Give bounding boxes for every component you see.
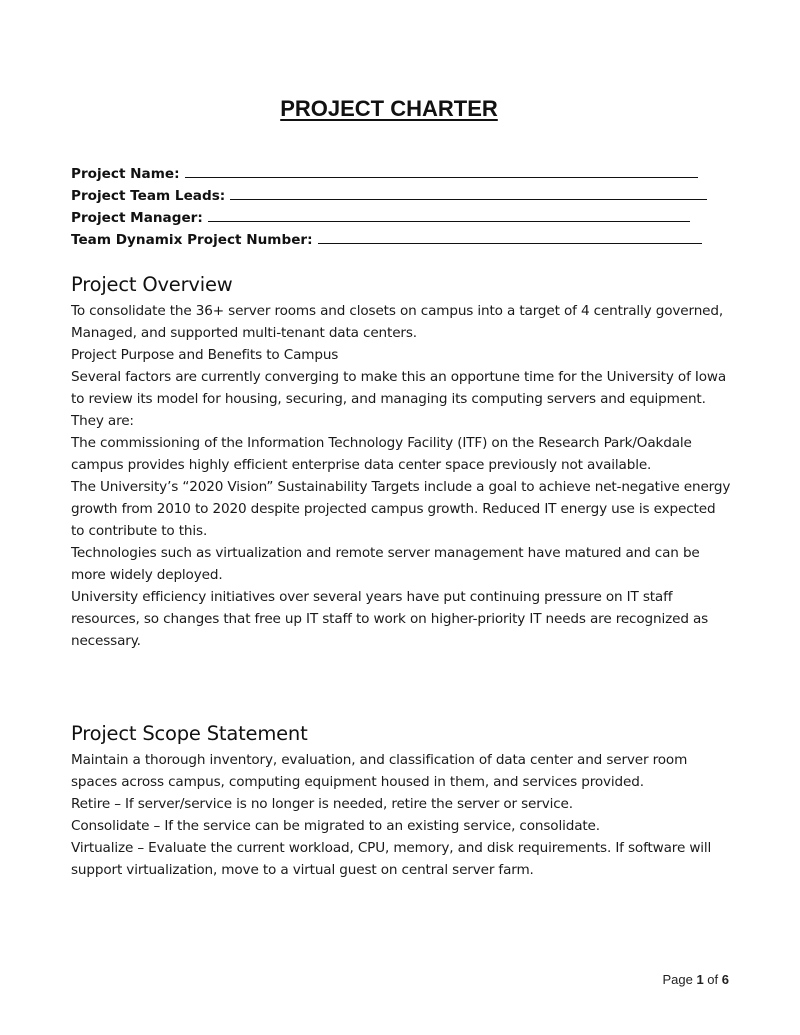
page-word: Page xyxy=(662,972,693,987)
scope-paragraph: Virtualize – Evaluate the current workload, CPU, memory, and disk requirements. If software will support virtualization, move to a virtual guest on central server farm. xyxy=(71,840,712,878)
project-fields xyxy=(71,160,711,248)
project-manager-field xyxy=(71,204,711,226)
total-page-number: 6 xyxy=(721,972,729,987)
project-number-label: Team Dynamix Project Number: xyxy=(71,232,313,248)
project-team-leads-blank-line xyxy=(230,199,707,200)
current-page-number: 1 xyxy=(696,972,704,987)
project-name-label: Project Name: xyxy=(71,166,180,182)
overview-paragraph: Managed, and supported multi-tenant data centers. xyxy=(71,325,417,341)
document-title: PROJECT CHARTER xyxy=(280,96,498,121)
overview-paragraph: To consolidate the 36+ server rooms and closets on campus into a target of 4 centrally governed, xyxy=(71,303,724,319)
project-number-blank-line xyxy=(318,243,702,244)
overview-paragraph: The commissioning of the Information Technology Facility (ITF) on the Research Park/Oakdale campus provides highly efficient enterprise data center space previously not available. xyxy=(71,435,692,473)
project-manager-label: Project Manager: xyxy=(71,210,203,226)
page-number-footer xyxy=(662,972,729,987)
project-scope-section xyxy=(71,719,731,881)
overview-paragraph: Several factors are currently converging to make this an opportune time for the University of Iowa to review its model for housing, securing, and managing its computing servers and equipment. They are: xyxy=(71,369,727,429)
overview-paragraph: Technologies such as virtualization and remote server management have matured and can be more widely deployed. xyxy=(71,545,700,583)
project-manager-blank-line xyxy=(208,221,690,222)
project-scope-heading: Project Scope Statement xyxy=(71,722,308,745)
project-overview-heading: Project Overview xyxy=(71,273,233,296)
project-name-field xyxy=(71,160,711,182)
overview-paragraph: Project Purpose and Benefits to Campus xyxy=(71,347,339,363)
project-number-field xyxy=(71,226,711,248)
overview-paragraph: The University’s “2020 Vision” Sustainability Targets include a goal to achieve net-negative energy growth from 2010 to 2020 despite projected campus growth. Reduced IT energy use is expected to contribute to this. xyxy=(71,479,731,539)
project-name-blank-line xyxy=(185,177,698,178)
scope-paragraph: Retire – If server/service is no longer is needed, retire the server or service. xyxy=(71,796,573,812)
scope-paragraph: Consolidate – If the service can be migrated to an existing service, consolidate. xyxy=(71,818,600,834)
overview-paragraph: University efficiency initiatives over several years have put continuing pressure on IT staff resources, so changes that free up IT staff to work on higher-priority IT needs are recognized as necessary. xyxy=(71,589,709,649)
project-team-leads-label: Project Team Leads: xyxy=(71,188,226,204)
project-overview-section xyxy=(71,270,731,652)
of-word: of xyxy=(707,972,719,987)
scope-paragraph: Maintain a thorough inventory, evaluation, and classification of data center and server room spaces across campus, computing equipment housed in them, and services provided. xyxy=(71,752,688,790)
project-team-leads-field xyxy=(71,182,711,204)
